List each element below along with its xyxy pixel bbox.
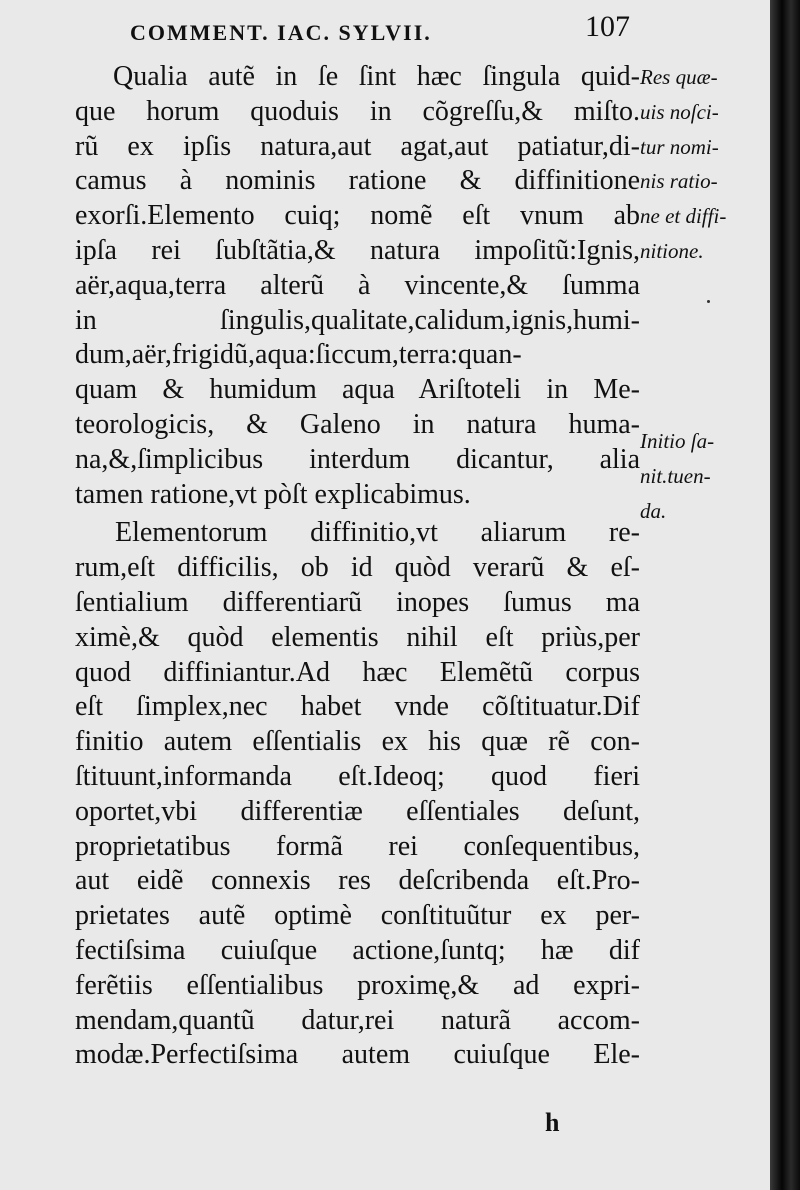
- text-line: prietates autẽ optimè conſtituũtur ex per-: [75, 900, 640, 932]
- text-line: aër,aqua,terra alterũ à vincente,& ſumma: [75, 269, 640, 301]
- text-line: teorologicis, & Galeno in natura huma-: [75, 408, 640, 440]
- marginal-line: nitione.: [640, 238, 704, 263]
- marginal-line: tur nomi-: [640, 134, 719, 159]
- marginal-line: nis ratio-: [640, 169, 718, 194]
- text-line: rum,eſt difficilis, ob id quòd verarũ & eſ-: [75, 552, 640, 584]
- text-line: camus à nominis ratione & diffinitione: [75, 165, 640, 197]
- catchword: h: [545, 1108, 560, 1137]
- running-head-title: COMMENT. IAC. SYLVII.: [130, 20, 432, 45]
- marginal-line: nit.tuen-: [640, 463, 711, 488]
- text-line: exorſi.Elemento cuiq; nomẽ eſt vnum ab: [75, 200, 640, 232]
- main-text-block: [75, 60, 640, 1073]
- text-line: oportet,vbi differentiæ eſſentiales deſunt,: [75, 795, 640, 827]
- text-line: Qualia autẽ in ſe ſint hæc ſingula quid-: [113, 61, 640, 92]
- text-line: ximè,& quòd elementis nihil eſt priùs,per: [75, 621, 640, 653]
- text-line: quam & humidum aqua Ariſtoteli in Me-: [75, 374, 640, 406]
- marginal-note-1: [640, 60, 765, 269]
- text-line: rũ ex ipſis natura,aut agat,aut patiatur,di-: [75, 130, 640, 162]
- text-line: na,&,ſimplicibus interdum dicantur, alia: [75, 443, 640, 475]
- book-gutter-shadow: [770, 0, 800, 1190]
- marginal-line: ne et diffi-: [640, 204, 727, 229]
- marginal-line: Initio ſa-: [640, 429, 715, 453]
- text-line: ferẽtiis eſſentialibus proximę,& ad expri-: [75, 969, 640, 1001]
- text-line: que horum quoduis in cõgreſſu,& miſto.: [75, 95, 640, 127]
- text-line: eſt ſimplex,nec habet vnde cõſtituatur.Dif: [75, 691, 640, 723]
- text-line: in ſingulis,qualitate,calidum,ignis,humi-: [75, 304, 640, 336]
- text-line: quod diffiniantur.Ad hæc Elemẽtũ corpus: [75, 656, 640, 688]
- text-line: fectiſsima cuiuſque actione,ſuntq; hæ dif: [75, 934, 640, 966]
- text-line: dum,aër,frigidũ,aqua:ſiccum,terra:quan-: [75, 339, 522, 371]
- marginal-line: uis noſci-: [640, 99, 719, 124]
- paragraph-1: [75, 60, 640, 512]
- text-line: ſtituunt,informanda eſt.Ideoq; quod fieri: [75, 760, 640, 792]
- running-head: [120, 10, 660, 46]
- text-line: ipſa rei ſubſtãtia,& natura impoſitũ:Ignis,: [75, 234, 640, 266]
- text-line: Elementorum diffinitio,vt aliarum re-: [115, 517, 640, 549]
- text-line: modæ.Perfectiſsima autem cuiuſque Ele-: [75, 1039, 640, 1071]
- ink-speck: [707, 300, 710, 303]
- paragraph-2: [75, 516, 640, 1073]
- text-line: tamen ratione,vt pòſt explicabimus.: [75, 478, 471, 510]
- text-line: finitio autem eſſentialis ex his quæ rẽ con-: [75, 726, 640, 758]
- text-line: aut eidẽ connexis res deſcribenda eſt.Pro-: [75, 865, 640, 897]
- text-line: ſentialium differentiarũ inopes ſumus ma: [75, 586, 640, 618]
- marginal-line: da.: [640, 498, 667, 523]
- marginal-line: Res quæ-: [640, 65, 718, 89]
- text-line: proprietatibus formã rei conſequentibus,: [75, 830, 640, 862]
- page-number: 107: [585, 10, 630, 43]
- marginal-note-2: [640, 424, 765, 528]
- text-line: mendam,quantũ datur,rei naturã accom-: [75, 1004, 640, 1036]
